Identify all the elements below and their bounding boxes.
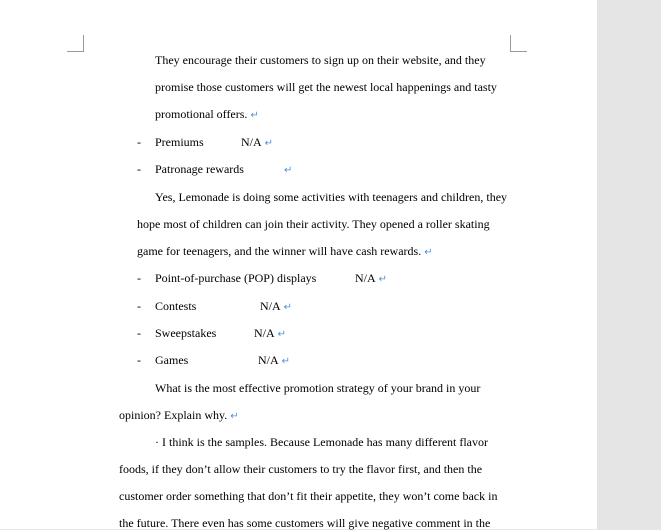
- bullet-label: Games: [155, 353, 189, 367]
- bullet-value-text: N/A: [355, 271, 376, 285]
- window-gutter: [597, 0, 661, 529]
- paragraph-mark-icon: ↵: [250, 110, 259, 121]
- paragraph-mark-icon: ↵: [281, 356, 291, 367]
- bullet-dash: -: [137, 162, 141, 176]
- bullet-dash: -: [137, 353, 141, 367]
- bullet-dash: -: [137, 135, 141, 149]
- bullet-value: [254, 326, 286, 342]
- bullet-value: [260, 299, 292, 315]
- paragraph-line: Yes, Lemonade is doing some activities with teenagers and children, they: [155, 190, 508, 204]
- bullet-label: Sweepstakes: [155, 326, 217, 340]
- bullet-value-text: N/A: [254, 326, 275, 340]
- bullet-label: Premiums: [155, 135, 204, 149]
- paragraph-line: promise those customers will get the newest local happenings and tasty: [155, 80, 497, 94]
- bullet-value-text: N/A: [241, 135, 262, 149]
- margin-corner-top-left: [67, 35, 84, 52]
- paragraph-mark-icon: ↵: [378, 274, 388, 285]
- bullet-label: Point-of-purchase (POP) displays: [155, 271, 317, 285]
- paragraph-line: hope most of children can join their activity. They opened a roller skating: [137, 217, 490, 231]
- bullet-value-text: N/A: [260, 299, 281, 313]
- answer-line: customer order something that don’t fit their appetite, they won’t come back in: [119, 489, 498, 503]
- question-line: What is the most effective promotion strategy of your brand in your: [155, 381, 481, 395]
- paragraph-line: [137, 244, 433, 260]
- bullet-value-text: N/A: [258, 353, 279, 367]
- paragraph-mark-icon: ↵: [277, 329, 287, 340]
- question-line: [119, 408, 239, 424]
- bullet-value: [281, 162, 292, 178]
- paragraph-mark-icon: ↵: [424, 247, 433, 258]
- bullet-value: [241, 135, 273, 151]
- margin-corner-top-right: [510, 35, 527, 52]
- bullet-label: Patronage rewards: [155, 162, 244, 176]
- paragraph-line: They encourage their customers to sign up on their website, and they: [155, 53, 486, 67]
- answer-line: foods, if they don’t allow their customers to try the flavor first, and then the: [119, 462, 483, 476]
- answer-line: the future. There even has some customers will give negative comment in the: [119, 516, 491, 530]
- paragraph-text: promotional offers.: [155, 107, 248, 121]
- paragraph-mark-icon: ↵: [264, 138, 274, 149]
- bullet-dash: -: [137, 299, 141, 313]
- bullet-value: [355, 271, 387, 287]
- bullet-value: [258, 353, 290, 369]
- paragraph-mark-icon: ↵: [283, 302, 293, 313]
- question-text: opinion? Explain why.: [119, 408, 228, 422]
- paragraph-mark-icon: ↵: [230, 411, 239, 422]
- answer-line: · I think is the samples. Because Lemonade has many different flavor: [155, 435, 489, 449]
- paragraph-line: [155, 107, 259, 123]
- bullet-dash: -: [137, 271, 141, 285]
- paragraph-mark-icon: ↵: [284, 165, 293, 176]
- paragraph-text: game for teenagers, and the winner will have cash rewards.: [137, 244, 422, 258]
- bullet-dash: -: [137, 326, 141, 340]
- bullet-label: Contests: [155, 299, 197, 313]
